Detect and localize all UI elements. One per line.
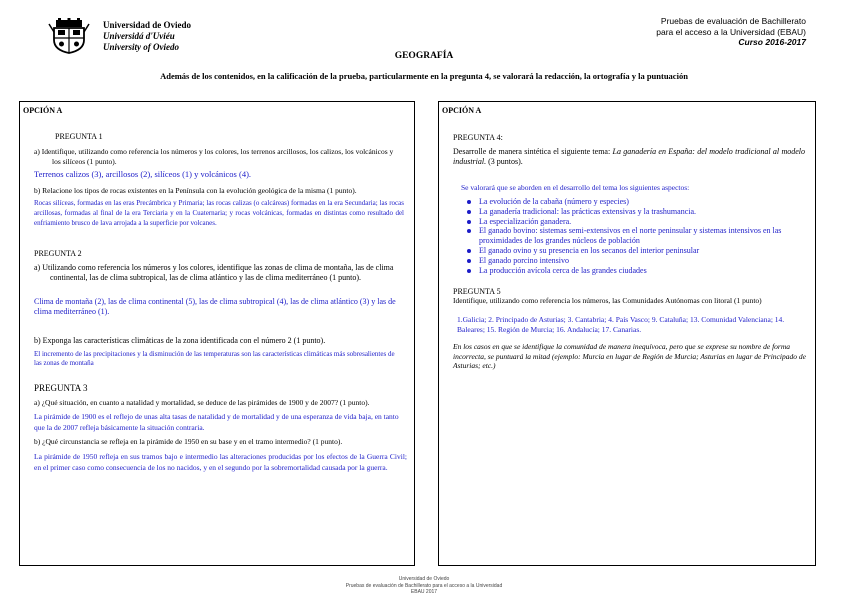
university-crest-icon: [48, 18, 90, 54]
university-name-es: Universidad de Oviedo: [103, 20, 192, 30]
option-a-right-panel: [438, 101, 816, 566]
subject-title: GEOGRAFÍA: [394, 51, 454, 61]
question-3a-answer: La pirámide de 1900 es el reflejo de unas alta tasas de natalidad y de mortalidad y de una esperanza de vida baja, en tanto que la de 2007 refleja básicamente la situación contraria.: [34, 412, 399, 432]
question-5-note: En los casos en que se identifique la comunidad de manera inequívoca, pero que se exprese su nombre de forma incorrecta, se puntuará la mitad (ejemplo: Murcia en lugar de Región de Murcia; Asturias en lugar de Principado de Asturias; etc.): [453, 342, 806, 370]
question-2a-answer: Clima de montaña (2), las de clima continental (5), las de clima subtropical (4), las de clima atlántico (3) y las de clima mediterráneo (1).: [34, 297, 396, 316]
question-2a-text: a) Utilizando como referencia los números y los colores, identifique las zonas de clima de montaña, las de clima continental, las de clima subtropical, las de clima atlántico y las de clima mediterráneo (1 punto).: [34, 263, 394, 282]
question-4-text-plain: Desarrolle de manera sintética el siguiente tema:: [453, 147, 613, 156]
question-1-heading: PREGUNTA 1: [55, 132, 103, 141]
question-1b-answer: Rocas silíceas, formadas en las eras Precámbrica y Primaria; las rocas calizas (o calcáreas) formadas en la era Secundaria; las rocas arcillosas, formadas al final de la era Terciaria y en la Cuaternaria; y rocas volcánicas, formadas en distintas como resultado del enfriamiento brusco de lava arrojada a la superficie por volcanes.: [34, 199, 404, 227]
list-item: El ganado ovino y su presencia en los secanos del interior peninsular: [465, 246, 810, 256]
list-item: La ganadería tradicional: las prácticas extensivas y la trashumancia.: [465, 207, 810, 217]
question-5-heading: PREGUNTA 5: [453, 287, 501, 296]
exam-line-2: para el acceso a la Universidad (EBAU): [656, 26, 806, 37]
question-1b-text: b) Relacione los tipos de rocas existentes en la Península con la evolución geológica de la misma (1 punto).: [34, 186, 357, 195]
panel-title: OPCIÓN A: [23, 106, 63, 115]
list-item: El ganado porcino intensivo: [465, 256, 810, 266]
footer-line-3: EBAU 2017: [410, 589, 438, 595]
question-4-points: (3 puntos).: [486, 157, 523, 166]
exam-line-1: Pruebas de evaluación de Bachillerato: [660, 16, 806, 26]
question-1a-text: a) Identifique, utilizando como referencia los números y los colores, los terrenos arcillosos, los calizos, los volcánicos y los silíceos (1 punto).: [34, 147, 394, 166]
question-1a-answer: Terrenos calizos (3), arcillosos (2), silíceos (1) y volcánicos (4).: [34, 169, 252, 179]
question-4-topic: La ganadería en España: del modelo tradicional al modelo industrial.: [453, 147, 805, 166]
list-item: La evolución de la cabaña (número y especies): [465, 197, 810, 207]
question-4-heading: PREGUNTA 4:: [453, 133, 503, 142]
exam-info: [656, 16, 806, 48]
question-2-heading: PREGUNTA 2: [34, 249, 82, 258]
list-item: La producción avícola cerca de las grandes ciudades: [465, 266, 810, 276]
footer-line-2: Pruebas de evaluación de Bachillerato para el acceso a la Universidad: [345, 582, 503, 589]
panel-title: OPCIÓN A: [442, 106, 482, 115]
question-5-text: Identifique, utilizando como referencia los números, las Comunidades Autónomas con litoral (1 punto): [453, 296, 762, 305]
grading-note: Además de los contenidos, en la calificación de la prueba, particularmente en la pregunta 4, se valorará la redacción, la ortografía y la puntuación: [160, 71, 688, 81]
exam-course: Curso 2016-2017: [738, 37, 806, 47]
question-4-intro: Se valorará que se aborden en el desarrollo del tema los siguientes aspectos:: [461, 183, 690, 192]
list-item: La especialización ganadera.: [465, 217, 810, 227]
footer-line-1: Universidad de Oviedo: [398, 576, 450, 582]
question-2b-answer: El incremento de las precipitaciones y la disminución de las temperaturas son las características climáticas más sobresalientes de las zonas de montaña: [34, 350, 395, 367]
list-item: El ganado bovino: sistemas semi-extensivos en el norte peninsular y sistemas intensivos en las proximidades de los grandes núcleos de población: [465, 226, 810, 246]
question-3b-answer: La pirámide de 1950 refleja en sus tramos bajo e intermedio las alteraciones producidas por los efectos de la Guerra Civil; en el primer caso como consecuencia de los no nacidos, y en el segundo por la sobremortalidad causada por la guerra.: [34, 452, 407, 472]
question-3a-text: a) ¿Qué situación, en cuanto a natalidad y mortalidad, se deduce de las pirámides de 1900 y de 2007? (1 punto).: [34, 398, 370, 407]
question-4-aspects: [465, 197, 810, 275]
page-footer: [0, 576, 848, 596]
question-2b-text: b) Exponga las características climáticas de la zona identificada con el número 2 (1 punto).: [34, 336, 326, 345]
question-3b-text: b) ¿Qué circunstancia se refleja en la pirámide de 1950 en su base y en el tramo intermedio? (1 punto).: [34, 437, 343, 446]
university-name-ast: Universidá d'Uviéu: [103, 31, 175, 41]
question-3-heading: PREGUNTA 3: [34, 383, 88, 393]
question-5-answer: 1.Galicia; 2. Principado de Asturias; 3. Cantabria; 4. País Vasco; 9. Cataluña; 13. Comunidad Valenciana; 14. Baleares; 15. Región de Murcia; 16. Andalucía; 17. Canarias.: [457, 315, 785, 334]
question-4-text: [453, 147, 805, 167]
university-name-en: University of Oviedo: [103, 42, 179, 52]
option-a-left-panel: [19, 101, 415, 566]
university-names: [103, 20, 191, 53]
